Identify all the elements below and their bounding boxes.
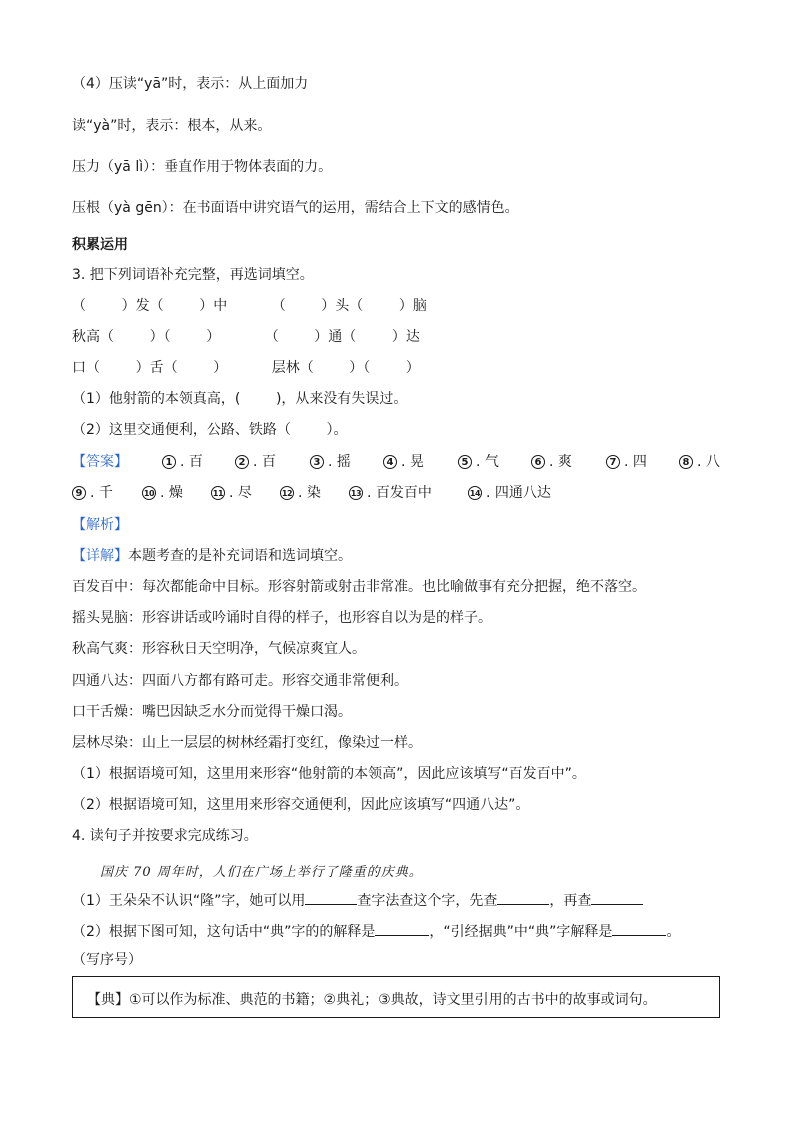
analysis-detail: 【详解】本题考查的是补充词语和选词填空。 <box>72 548 352 564</box>
sentence: （1）他射箭的本领真高，( )，从来没有失误过。 <box>72 391 408 407</box>
question-title: 3. 把下列词语补充完整，再选词填空。 <box>72 267 314 283</box>
hint-text: （写序号） <box>72 952 142 968</box>
answer-blank[interactable] <box>612 921 666 936</box>
answer-blank[interactable] <box>497 890 549 905</box>
answer-item: 7 . 四 <box>606 453 647 471</box>
fill-row: 秋高（ ）（ ） （ ）通（ ）达 <box>72 329 420 345</box>
text-line: 压根（yà gēn）：在书面语中讲究语气的运用，需结合上下文的感情色。 <box>72 200 519 216</box>
analysis-label: 【解析】 <box>72 517 128 533</box>
explanation-line: 摇头晃脑：形容讲话或吟诵时自得的样子，也形容自以为是的样子。 <box>72 610 492 626</box>
section-heading: 积累运用 <box>72 237 128 253</box>
explanation-line: 口干舌燥：嘴巴因缺乏水分而觉得干燥口渴。 <box>72 704 352 720</box>
explanation-line: （1）根据语境可知，这里用来形容“他射箭的本领高”，因此应该填写“百发百中”。 <box>72 766 586 782</box>
answer-item: 12 . 染 <box>281 485 321 501</box>
fill-question: （2）根据下图可知，这句话中“典”字的的解释是 ，“引经据典”中“典”字解释是 。 <box>72 921 680 941</box>
answer-blank[interactable] <box>591 890 643 905</box>
text-line: 压力（yā lì）：垂直作用于物体表面的力。 <box>72 159 333 175</box>
answer-blank[interactable] <box>305 890 357 905</box>
explanation-line: 百发百中：每次都能命中目标。形容射箭或射击非常准。也比喻做事有充分把握，绝不落空。 <box>72 579 646 595</box>
answer-item: 13 . 百发百中 <box>350 485 432 501</box>
explanation-line: 秋高气爽：形容秋日天空明净，气候凉爽宜人。 <box>72 641 366 657</box>
dictionary-entry: 【典】①可以作为标准、典范的书籍；②典礼；③典故，诗文里引用的古书中的故事或词句。 <box>87 992 657 1008</box>
answer-item: 2 . 百 <box>235 453 276 471</box>
answer-item: 1 . 百 <box>162 453 203 471</box>
answer-item: 3 . 摇 <box>310 453 351 471</box>
answer-item: 4 . 晃 <box>383 453 424 471</box>
fill-row: （ ）发（ ）中 （ ）头（ ）脑 <box>72 298 427 314</box>
quote-sentence: 国庆 70 周年时，人们在广场上举行了隆重的庆典。 <box>100 865 423 880</box>
answer-item: 8 . 八 <box>679 453 720 471</box>
explanation-line: 层林尽染：山上一层层的树林经霜打变红，像染过一样。 <box>72 735 422 751</box>
explanation-line: 四通八达：四面八方都有路可走。形容交通非常便利。 <box>72 673 408 689</box>
sentence: （2）这里交通便利，公路、铁路（ ）。 <box>72 422 348 438</box>
answer-item: 9 . 千 <box>72 484 113 502</box>
answer-row <box>72 453 722 475</box>
answer-item: 11 . 尽 <box>212 485 252 501</box>
answer-blank[interactable] <box>375 921 429 936</box>
answer-item: 6 . 爽 <box>531 453 572 471</box>
answer-label: 【答案】 <box>72 454 128 470</box>
answer-item: 5 . 气 <box>458 453 499 471</box>
answer-row <box>72 484 722 506</box>
text-line: （4）压读“yā”时，表示：从上面加力 <box>72 76 309 92</box>
text-line: 读“yà”时，表示：根本，从来。 <box>72 118 272 134</box>
fill-row: 口（ ）舌（ ） 层林（ ）（ ） <box>72 360 420 376</box>
explanation-line: （2）根据语境可知，这里用来形容交通便利，因此应该填写“四通八达”。 <box>72 797 530 813</box>
answer-item: 14 . 四通八达 <box>469 485 551 501</box>
dictionary-box <box>72 976 720 1018</box>
fill-question: （1）王朵朵不认识“隆”字，她可以用 查字法查这个字，先查 ，再查 <box>72 890 643 910</box>
question-title: 4. 读句子并按要求完成练习。 <box>72 828 258 844</box>
answer-item: 10 . 燥 <box>143 485 183 501</box>
